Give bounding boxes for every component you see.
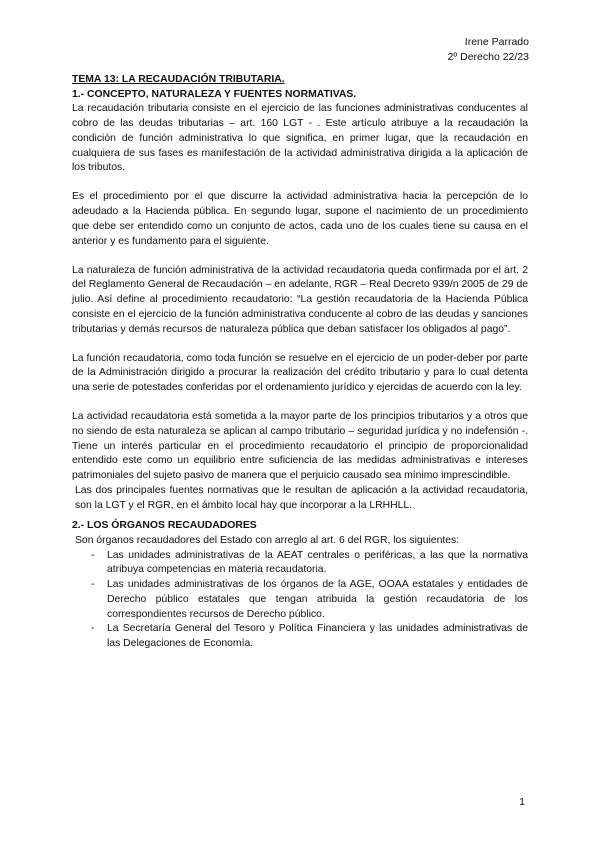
organ-list <box>72 549 528 652</box>
paragraph: La función recaudatoria, como toda función se resuelve en el ejercicio de un poder-deber por parte de la Administración dirigido a procurar la realización del crédito tributario y para lo cual detenta una serie de potestades conferidas por el ordenamiento jurídico y ejercidas de acuerdo con la ley. <box>72 352 528 394</box>
course-label: 2º Derecho 22/23 <box>447 51 529 63</box>
list-item <box>91 622 528 651</box>
paragraph: La actividad recaudatoria está sometida a la mayor parte de los principios tributarios y a otros que no siendo de esta naturaleza se aplican al campo tributario – seguridad jurídica y no indefensión -. Tiene un interés particular en el procedimiento recaudatorio el principio de proporcionalidad entendido este como un equilibrio entre suficiencia de las medidas administrativas e intereses patrimoniales del sujeto pasivo de manera que el perjuicio causado sea mínimo imprescindible. <box>72 411 528 482</box>
list-bullet: - <box>91 623 95 635</box>
list-item-text: Las unidades administrativas de los órganos de la AGE, OOAA estatales y entidades de Derecho público estatales que tengan atribuida la gestión recaudatoria de los correspondientes recursos de Derecho público. <box>107 579 528 620</box>
list-bullet: - <box>91 579 95 591</box>
document-title: TEMA 13: LA RECAUDACIÓN TRIBUTARIA. <box>72 74 285 85</box>
author-name: Irene Parrado <box>464 36 529 48</box>
list-bullet: - <box>91 549 95 561</box>
list-item <box>91 578 528 622</box>
section-2-heading: 2.- LOS ÓRGANOS RECAUDADORES <box>72 520 257 532</box>
section-1-heading: 1.- CONCEPTO, NATURALEZA Y FUENTES NORMATIVAS. <box>72 88 357 100</box>
paragraph: Las dos principales fuentes normativas que le resultan de aplicación a la actividad recaudatoria, son la LGT y el RGR, en el ámbito local hay que incorporar a la LRHHLL. <box>75 484 528 511</box>
list-item <box>91 549 528 578</box>
document-body <box>72 73 528 652</box>
paragraph: La naturaleza de función administrativa de la actividad recaudatoria queda confirmada por el art. 2 del Reglamento General de Recaudación – en adelante, RGR – Real Decreto 939/n 2005 de 29 de julio. Así define al procedimiento recaudatorio: “La gestión recaudatoria de la Hacienda Pública consiste en el ejercicio de la función administrativa conducente al cobro de las deudas y sanciones tributarias y demás recursos de naturaleza pública que deban satisfacer los obligados al pago”. <box>72 264 528 335</box>
list-item-text: La Secretaría General del Tesoro y Política Financiera y las unidades administrativas de las Delegaciones de Economía. <box>107 623 528 649</box>
paragraph: Es el procedimiento por el que discurre la actividad administrativa hacia la percepción de lo adeudado a la Hacienda pública. En segundo lugar, supone el nacimiento de un procedimiento que debe ser entendido como un conjunto de actos, cada uno de los cuales tiene su causa en el anterior y es fundamento para el siguiente. <box>72 191 528 247</box>
section-2-intro: Son órganos recaudadores del Estado con arreglo al art. 6 del RGR, los siguientes: <box>75 534 460 546</box>
paragraph: La recaudación tributaria consiste en el ejercicio de las funciones administrativas conducentes al cobro de las deudas tributarias – art. 160 LGT - . Este artículo atribuye a la recaudación la condición de función administrativa lo que significa, en primer lugar, que la recaudación en cualquiera de sus fases es manifestación de la actividad administrativa dirigida a la aplicación de los tributos. <box>72 103 528 174</box>
page-number: 1 <box>519 796 525 808</box>
page-header <box>448 35 529 65</box>
list-item-text: Las unidades administrativas de la AEAT centrales o periféricas, a las que la normativa atribuya competencias en materia recaudatoria. <box>107 549 528 576</box>
